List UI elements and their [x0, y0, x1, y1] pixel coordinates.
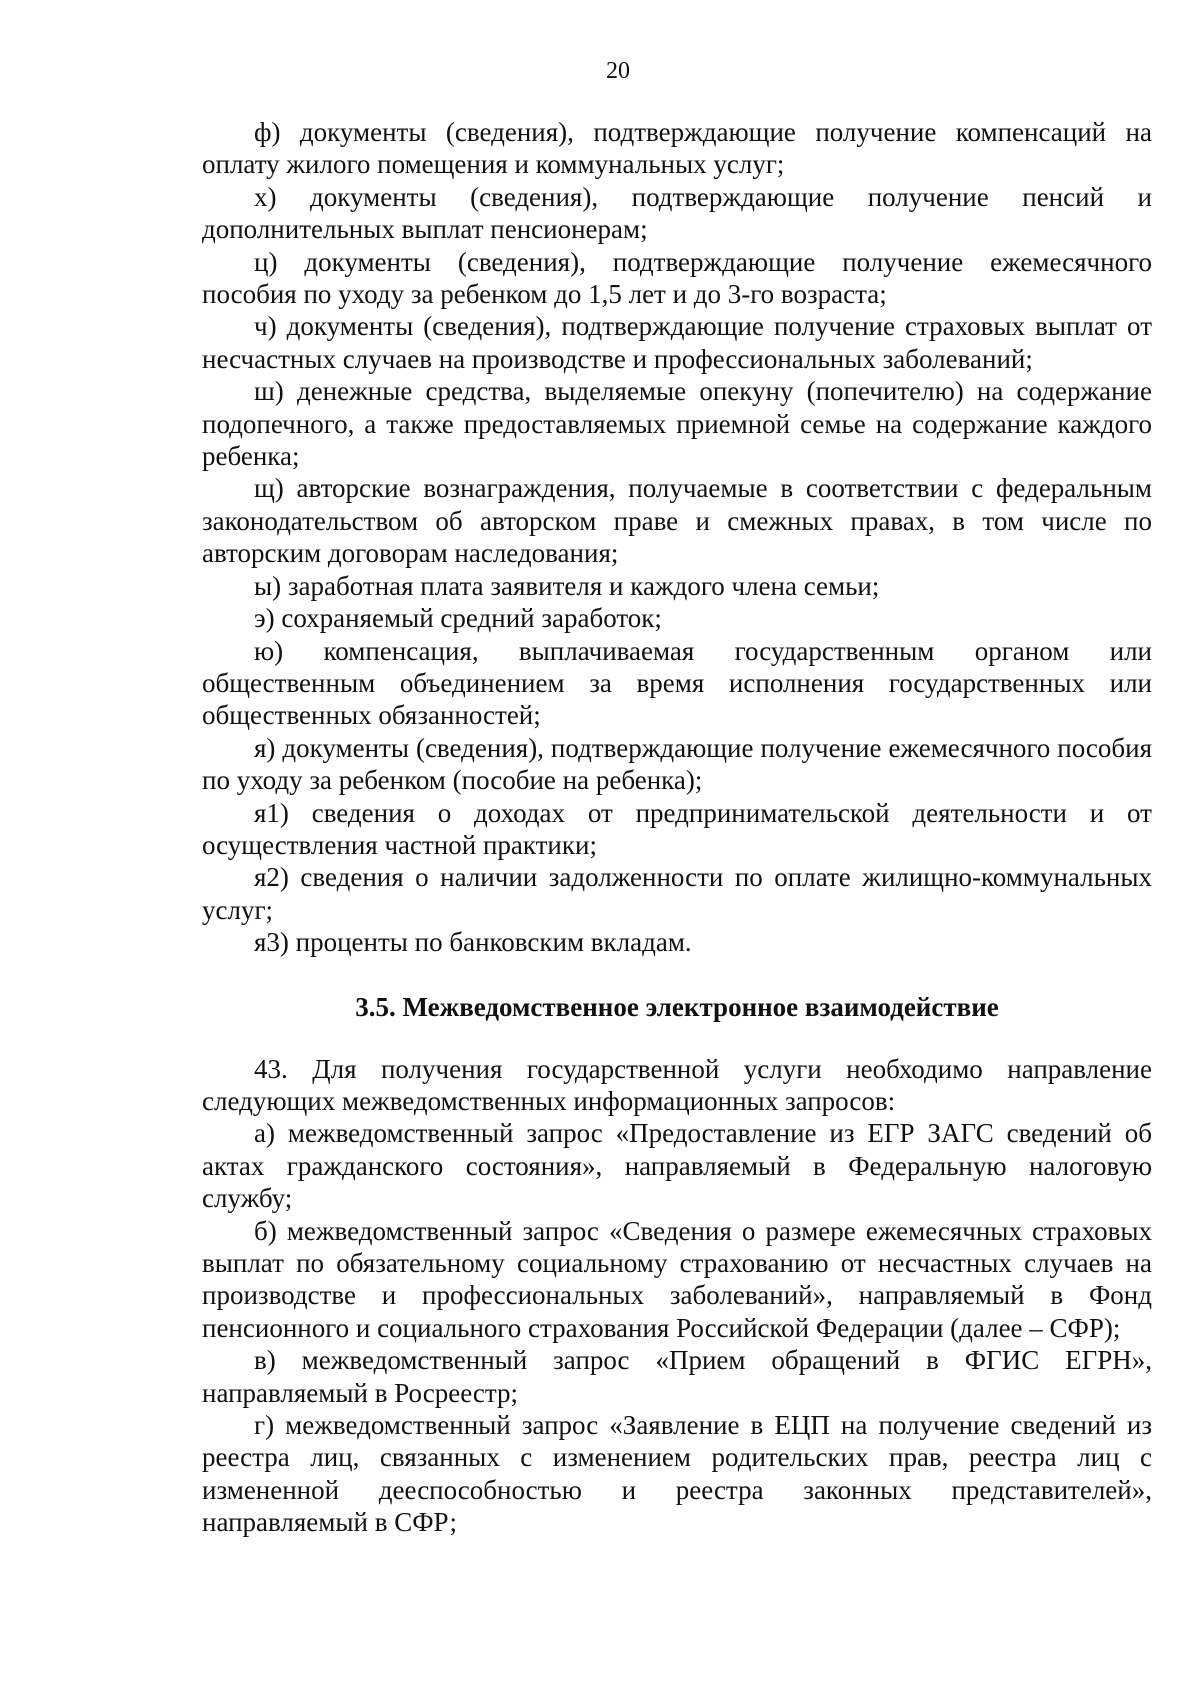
list-item-shch: щ) авторские вознаграждения, получаемые в соответствии с федеральным законодательством об авторском праве и смежных правах, в том числе по авторским договорам наследования;	[202, 473, 1152, 569]
list-item-sh: ш) денежные средства, выделяемые опекуну (попечителю) на содержание подопечного, а также предоставляемых приемной семье на содержание каждого ребенка;	[202, 376, 1152, 472]
list-item-y: ы) заработная плата заявителя и каждого члена семьи;	[254, 570, 880, 601]
request-item-b: б) межведомственный запрос «Сведения о размере ежемесячных страховых выплат по обязательному социальному страхованию от несчастных случаев на производстве и профессиональных заболеваний», направляемый в Фонд пенсионного и социального страхования Российской Федерации (далее – СФР);	[202, 1215, 1152, 1343]
request-item-a: а) межведомственный запрос «Предоставление из ЕГР ЗАГС сведений об актах гражданского состояния», направляемый в Федеральную налоговую службу;	[202, 1118, 1152, 1214]
list-item-ch: ч) документы (сведения), подтверждающие получение страховых выплат от несчастных случаев на производстве и профессиональных заболеваний;	[202, 311, 1152, 374]
list-item-ya2: я2) сведения о наличии задолженности по оплате жилищно-коммунальных услуг;	[202, 862, 1152, 925]
list-item-kh: х) документы (сведения), подтверждающие получение пенсий и дополнительных выплат пенсионерам;	[202, 181, 1152, 245]
list-item-yu: ю) компенсация, выплачиваемая государственным органом или общественным объединением за время исполнения государственных или общественных обязанностей;	[202, 635, 1152, 731]
paragraph-43: 43. Для получения государственной услуги необходимо направление следующих межведомственных информационных запросов:	[202, 1053, 1152, 1116]
list-item-ya3: я3) проценты по банковским вкладам.	[254, 927, 692, 958]
document-body	[202, 116, 1152, 1539]
list-item-f: ф) документы (сведения), подтверждающие получение компенсаций на оплату жилого помещения и коммунальных услуг;	[202, 117, 1152, 180]
list-item-ya: я) документы (сведения), подтверждающие получение ежемесячного пособия по уходу за ребенком (пособие на ребенка);	[202, 732, 1152, 796]
list-item-e: э) сохраняемый средний заработок;	[254, 603, 662, 634]
list-item-ya1: я1) сведения о доходах от предпринимательской деятельности и от осуществления частной практики;	[202, 797, 1152, 860]
section-heading: 3.5. Межведомственное электронное взаимодействие	[355, 991, 999, 1022]
request-item-g: г) межведомственный запрос «Заявление в ЕЦП на получение сведений из реестра лиц, связанных с изменением родительских прав, реестра лиц с измененной дееспособностью и реестра законных представителей», направляемый в СФР;	[202, 1410, 1152, 1538]
list-item-ts: ц) документы (сведения), подтверждающие получение ежемесячного пособия по уходу за ребенком до 1,5 лет и до 3-го возраста;	[202, 246, 1152, 310]
request-item-v: в) межведомственный запрос «Прием обращений в ФГИС ЕГРН», направляемый в Росреестр;	[202, 1345, 1152, 1408]
page-number: 20	[606, 58, 630, 84]
